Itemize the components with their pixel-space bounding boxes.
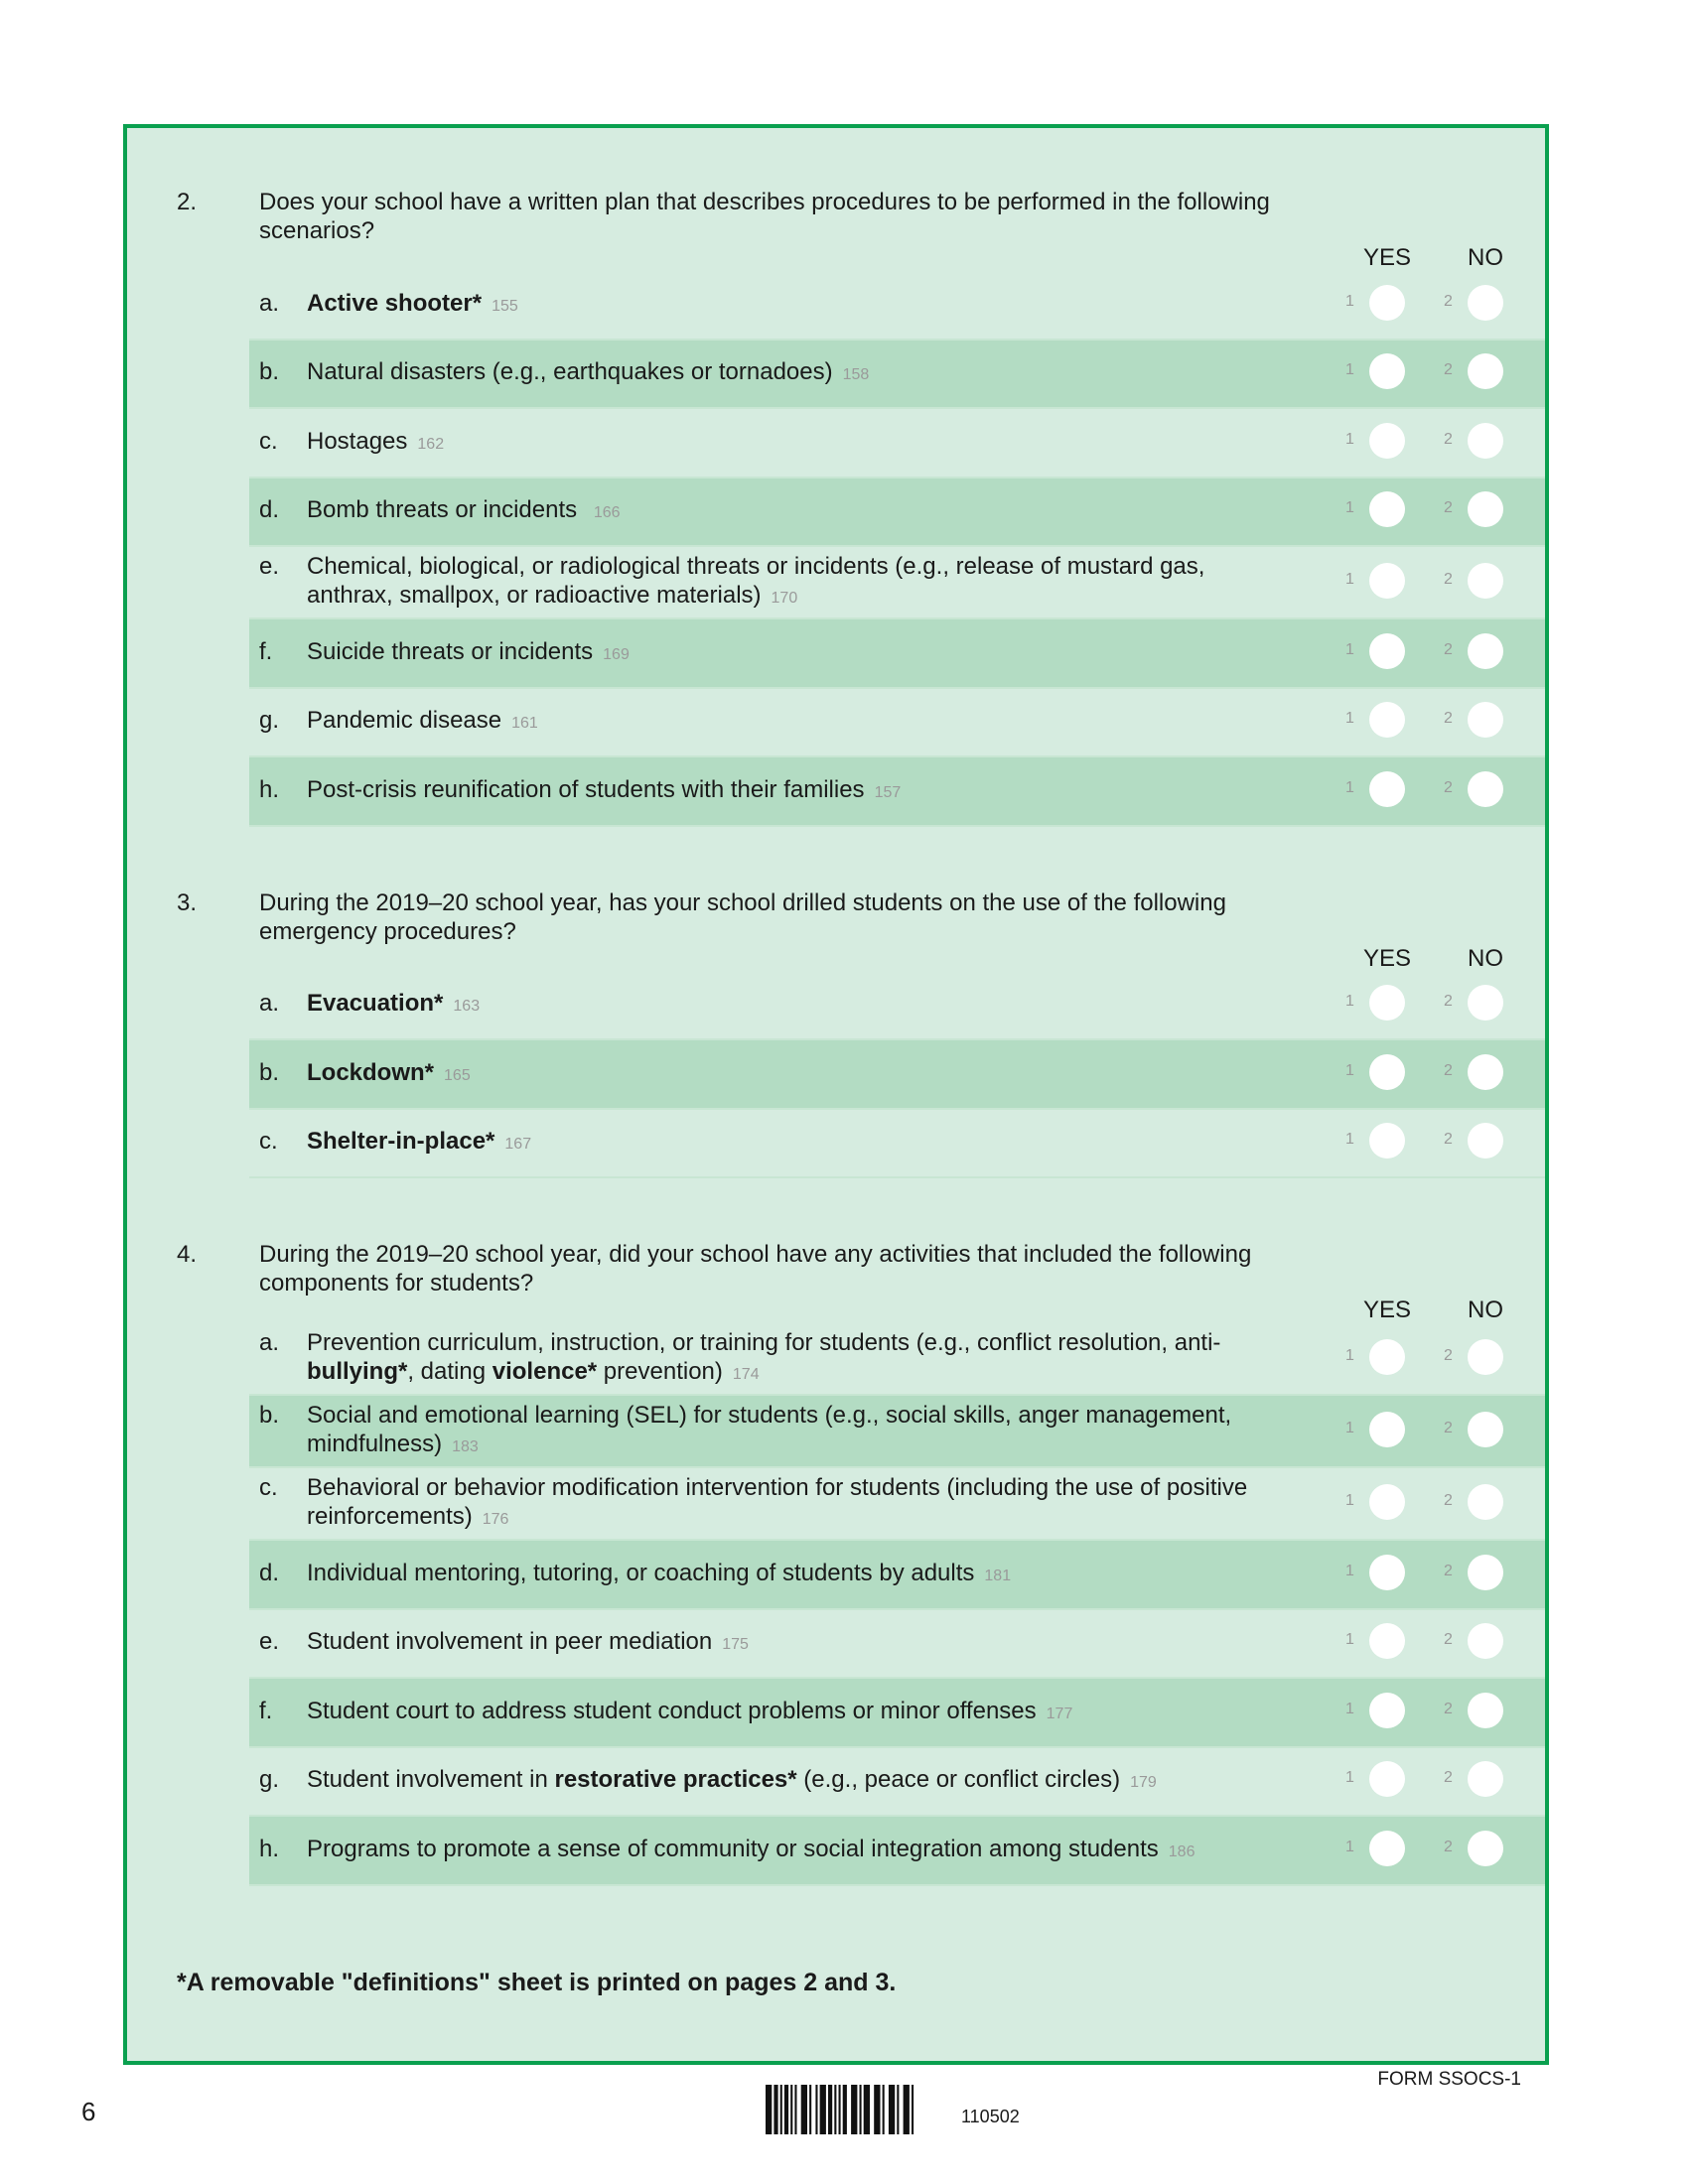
yes-column-header: YES (1362, 944, 1412, 972)
defined-term: Lockdown* (307, 1058, 435, 1086)
item-content (249, 775, 1290, 807)
no-code: 2 (1444, 640, 1453, 658)
item-label (307, 1835, 1290, 1866)
item-code: 177 (1046, 1705, 1073, 1722)
no-code: 2 (1444, 1491, 1453, 1509)
item-code: 166 (593, 504, 621, 522)
label-text: (e.g., peace or conflict circles) (796, 1766, 1121, 1794)
barcode-bar (904, 2085, 910, 2134)
barcode-bar (766, 2085, 772, 2134)
barcode-bar (809, 2085, 811, 2134)
label-text: Social and emotional learning (SEL) for students (e.g., social skills, anger management, mindfulness) (307, 1402, 1232, 1457)
barcode-bar (784, 2085, 788, 2134)
item-letter: f. (259, 1697, 273, 1724)
label-text: Prevention curriculum, instruction, or training for students (e.g., conflict resolution, anti- (307, 1329, 1221, 1356)
no-code: 2 (1444, 1061, 1453, 1079)
question-text: During the 2019–20 school year, has your school drilled students on the use of the following emergency procedures? (259, 888, 1226, 945)
item-code: 169 (603, 645, 630, 663)
item-content (249, 989, 1290, 1021)
item-content (249, 357, 1290, 389)
yes-radio[interactable] (1369, 353, 1405, 389)
no-radio[interactable] (1468, 985, 1503, 1021)
question-number: 3. (177, 888, 198, 916)
item-content (249, 495, 1290, 527)
item-label (307, 1401, 1290, 1461)
yes-code: 1 (1345, 640, 1354, 658)
item-letter: h. (259, 1835, 280, 1862)
item-label (307, 637, 1290, 669)
label-text: Student court to address student conduct problems or minor offenses (307, 1697, 1037, 1724)
yes-code: 1 (1345, 1061, 1354, 1079)
page-number: 6 (81, 2097, 96, 2126)
item-code: 186 (1168, 1843, 1196, 1860)
item-list (249, 1323, 1545, 1886)
yes-code: 1 (1345, 570, 1354, 588)
item-letter: a. (259, 289, 280, 317)
barcode-bar (897, 2085, 899, 2134)
item-code: 161 (511, 715, 538, 733)
item-content (249, 1697, 1290, 1728)
item-content (249, 1765, 1290, 1797)
item-code: 167 (504, 1136, 532, 1154)
barcode-bar (874, 2085, 880, 2134)
defined-term: violence* (492, 1358, 598, 1385)
no-radio[interactable] (1468, 702, 1503, 738)
label-text: Post-crisis reunification of students with their families (307, 775, 865, 803)
item-content (249, 1401, 1290, 1461)
yes-radio[interactable] (1369, 1339, 1405, 1375)
item-code: 181 (984, 1567, 1012, 1584)
item-label (307, 775, 1290, 807)
list-item (249, 1748, 1545, 1818)
yes-column-header: YES (1362, 244, 1412, 271)
item-letter: g. (259, 707, 280, 735)
question-header (127, 188, 1545, 245)
item-label (307, 1627, 1290, 1659)
item-label (307, 495, 1290, 527)
item-letter: d. (259, 1559, 280, 1586)
no-radio[interactable] (1468, 1555, 1503, 1590)
yes-code: 1 (1345, 1131, 1354, 1149)
yes-code: 1 (1345, 1769, 1354, 1787)
item-letter: e. (259, 1628, 280, 1656)
no-radio[interactable] (1468, 285, 1503, 321)
no-code: 2 (1444, 1562, 1453, 1579)
yes-radio[interactable] (1369, 1761, 1405, 1797)
no-column-header: NO (1468, 1297, 1503, 1323)
item-content (249, 706, 1290, 738)
defined-term: Evacuation* (307, 990, 444, 1018)
yes-radio[interactable] (1369, 491, 1405, 527)
item-label (307, 1058, 1290, 1090)
barcode-bar (889, 2085, 895, 2134)
answer-column-headers (127, 946, 1545, 972)
barcode (766, 2085, 944, 2134)
no-code: 2 (1444, 1700, 1453, 1717)
list-item (249, 409, 1545, 478)
item-label (307, 1697, 1290, 1728)
question-panel (123, 124, 1549, 2065)
label-text: prevention) (597, 1358, 723, 1385)
item-letter: f. (259, 637, 273, 665)
list-item (249, 1541, 1545, 1610)
no-code: 2 (1444, 361, 1453, 379)
answer-column-headers (127, 1297, 1545, 1323)
yes-code: 1 (1345, 993, 1354, 1011)
item-letter: b. (259, 1058, 280, 1086)
question-header (127, 888, 1545, 946)
list-item (249, 1040, 1545, 1110)
item-code: 175 (722, 1636, 749, 1654)
list-item (249, 1610, 1545, 1680)
barcode-bar (839, 2085, 841, 2134)
item-letter: c. (259, 1474, 278, 1501)
list-item (249, 478, 1545, 548)
no-radio[interactable] (1468, 1693, 1503, 1728)
question-text: During the 2019–20 school year, did your school have any activities that included the following components for students? (259, 1241, 1252, 1297)
no-code: 2 (1444, 292, 1453, 310)
no-radio[interactable] (1468, 353, 1503, 389)
item-content (249, 1627, 1290, 1659)
item-label (307, 427, 1290, 459)
no-code: 2 (1444, 1769, 1453, 1787)
no-radio[interactable] (1468, 423, 1503, 459)
item-list (249, 972, 1545, 1179)
item-label (307, 1765, 1290, 1797)
yes-radio[interactable] (1369, 563, 1405, 599)
no-code: 2 (1444, 430, 1453, 448)
no-code: 2 (1444, 1346, 1453, 1364)
no-code: 2 (1444, 778, 1453, 796)
defined-term: Shelter-in-place* (307, 1128, 495, 1156)
list-item (249, 271, 1545, 341)
item-content (249, 1559, 1290, 1590)
yes-radio[interactable] (1369, 1831, 1405, 1866)
yes-radio[interactable] (1369, 1123, 1405, 1159)
label-text: , dating (407, 1358, 492, 1385)
list-item (249, 1817, 1545, 1886)
list-item (249, 689, 1545, 758)
barcode-number: 110502 (961, 2107, 1020, 2126)
barcode-bar (815, 2085, 817, 2134)
no-radio[interactable] (1468, 1831, 1503, 1866)
yes-column-header: YES (1362, 1297, 1412, 1323)
yes-radio[interactable] (1369, 423, 1405, 459)
item-content (249, 289, 1290, 321)
no-code: 2 (1444, 1838, 1453, 1855)
yes-code: 1 (1345, 499, 1354, 517)
item-code: 179 (1130, 1774, 1157, 1792)
item-code: 157 (874, 783, 902, 801)
yes-radio[interactable] (1369, 702, 1405, 738)
item-code: 163 (453, 998, 481, 1016)
no-code: 2 (1444, 499, 1453, 517)
barcode-bar (801, 2085, 807, 2134)
barcode-bar (820, 2085, 826, 2134)
no-radio[interactable] (1468, 1123, 1503, 1159)
item-code: 174 (732, 1366, 760, 1383)
list-item (249, 547, 1545, 619)
yes-radio[interactable] (1369, 1555, 1405, 1590)
list-item (249, 1468, 1545, 1541)
no-radio[interactable] (1468, 1412, 1503, 1447)
item-label (307, 552, 1290, 613)
item-content (249, 637, 1290, 669)
no-code: 2 (1444, 570, 1453, 588)
yes-radio[interactable] (1369, 985, 1405, 1021)
item-label (307, 706, 1290, 738)
item-label (307, 1473, 1290, 1534)
yes-radio[interactable] (1369, 1693, 1405, 1728)
item-letter: g. (259, 1766, 280, 1794)
list-item (249, 1323, 1545, 1396)
item-content (249, 1835, 1290, 1866)
item-label (307, 1328, 1290, 1389)
list-item (249, 972, 1545, 1041)
definitions-footnote: *A removable "definitions" sheet is printed on pages 2 and 3. (177, 1968, 897, 1996)
item-letter: b. (259, 1402, 280, 1429)
label-text: Programs to promote a sense of community or social integration among students (307, 1835, 1159, 1862)
question-3 (127, 888, 1545, 1179)
no-code: 2 (1444, 1419, 1453, 1436)
no-column-header: NO (1468, 244, 1503, 271)
item-label (307, 1559, 1290, 1590)
barcode-bar (794, 2085, 796, 2134)
item-code: 176 (482, 1511, 509, 1528)
no-radio[interactable] (1468, 1054, 1503, 1090)
no-radio[interactable] (1468, 1623, 1503, 1659)
form-id: FORM SSOCS-1 (1377, 2069, 1521, 2090)
label-text: Hostages (307, 427, 408, 455)
barcode-bar (864, 2085, 870, 2134)
list-item (249, 1679, 1545, 1748)
no-code: 2 (1444, 1631, 1453, 1649)
item-label (307, 357, 1290, 389)
item-content (249, 1473, 1290, 1534)
yes-radio[interactable] (1369, 1484, 1405, 1520)
item-letter: c. (259, 427, 278, 455)
defined-term: Active shooter* (307, 289, 483, 317)
yes-code: 1 (1345, 710, 1354, 728)
barcode-bar (834, 2085, 836, 2134)
item-code: 170 (771, 590, 798, 607)
yes-code: 1 (1345, 1562, 1354, 1579)
item-letter: c. (259, 1128, 278, 1156)
label-text: Individual mentoring, tutoring, or coaching of students by adults (307, 1559, 975, 1586)
no-column-header: NO (1468, 944, 1503, 972)
list-item (249, 619, 1545, 689)
yes-code: 1 (1345, 778, 1354, 796)
label-text: Bomb threats or incidents (307, 496, 584, 524)
item-code: 165 (444, 1066, 471, 1084)
barcode-bar (780, 2085, 782, 2134)
item-code: 155 (492, 297, 518, 315)
item-letter: e. (259, 553, 280, 580)
question-number: 4. (177, 1241, 198, 1268)
yes-radio[interactable] (1369, 771, 1405, 807)
label-text: Natural disasters (e.g., earthquakes or tornadoes) (307, 358, 833, 386)
item-letter: b. (259, 358, 280, 386)
barcode-bar (851, 2085, 857, 2134)
answer-column-headers (127, 245, 1545, 271)
yes-code: 1 (1345, 430, 1354, 448)
label-text: Pandemic disease (307, 707, 502, 735)
item-content (249, 1328, 1290, 1389)
label-text: Behavioral or behavior modification intervention for students (including the use of positive reinforcements) (307, 1474, 1248, 1530)
item-letter: a. (259, 990, 280, 1018)
no-code: 2 (1444, 993, 1453, 1011)
question-text: Does your school have a written plan that describes procedures to be performed in the following scenarios? (259, 189, 1270, 244)
item-letter: a. (259, 1329, 280, 1356)
yes-code: 1 (1345, 1838, 1354, 1855)
defined-term: restorative practices* (554, 1766, 797, 1794)
no-radio[interactable] (1468, 771, 1503, 807)
no-radio[interactable] (1468, 1761, 1503, 1797)
label-text: Chemical, biological, or radiological threats or incidents (e.g., release of mustard gas, anthrax, smallpox, or radioactive materials) (307, 553, 1205, 609)
item-list (249, 271, 1545, 827)
yes-code: 1 (1345, 1346, 1354, 1364)
barcode-bar (828, 2085, 832, 2134)
item-code: 183 (452, 1438, 479, 1455)
item-letter: d. (259, 496, 280, 524)
question-2 (127, 188, 1545, 827)
question-header (127, 1240, 1545, 1297)
item-content (249, 427, 1290, 459)
item-content (249, 1127, 1290, 1159)
yes-code: 1 (1345, 1419, 1354, 1436)
barcode-bar (790, 2085, 792, 2134)
item-label (307, 1127, 1290, 1159)
yes-code: 1 (1345, 1491, 1354, 1509)
yes-radio[interactable] (1369, 1412, 1405, 1447)
label-text: Suicide threats or incidents (307, 637, 594, 665)
question-4 (127, 1240, 1545, 1886)
barcode-bar (774, 2085, 777, 2134)
yes-radio[interactable] (1369, 1623, 1405, 1659)
no-code: 2 (1444, 710, 1453, 728)
defined-term: bullying* (307, 1358, 408, 1385)
list-item (249, 1396, 1545, 1468)
label-text: Student involvement in peer mediation (307, 1628, 713, 1656)
barcode-bar (912, 2085, 914, 2134)
item-label (307, 289, 1290, 321)
yes-radio[interactable] (1369, 633, 1405, 669)
yes-radio[interactable] (1369, 285, 1405, 321)
yes-code: 1 (1345, 1631, 1354, 1649)
list-item (249, 341, 1545, 410)
no-radio[interactable] (1468, 563, 1503, 599)
item-content (249, 552, 1290, 613)
item-label (307, 989, 1290, 1021)
yes-radio[interactable] (1369, 1054, 1405, 1090)
list-item (249, 1110, 1545, 1179)
no-radio[interactable] (1468, 633, 1503, 669)
item-code: 158 (842, 366, 870, 384)
item-letter: h. (259, 775, 280, 803)
question-number: 2. (177, 189, 198, 215)
barcode-bar (883, 2085, 885, 2134)
list-item (249, 757, 1545, 827)
barcode-bar (843, 2085, 847, 2134)
no-radio[interactable] (1468, 1484, 1503, 1520)
barcode-bar (860, 2085, 862, 2134)
item-content (249, 1058, 1290, 1090)
no-code: 2 (1444, 1131, 1453, 1149)
label-text: Student involvement in (307, 1766, 555, 1794)
item-code: 162 (417, 435, 445, 453)
no-radio[interactable] (1468, 491, 1503, 527)
yes-code: 1 (1345, 1700, 1354, 1717)
no-radio[interactable] (1468, 1339, 1503, 1375)
yes-code: 1 (1345, 292, 1354, 310)
yes-code: 1 (1345, 361, 1354, 379)
